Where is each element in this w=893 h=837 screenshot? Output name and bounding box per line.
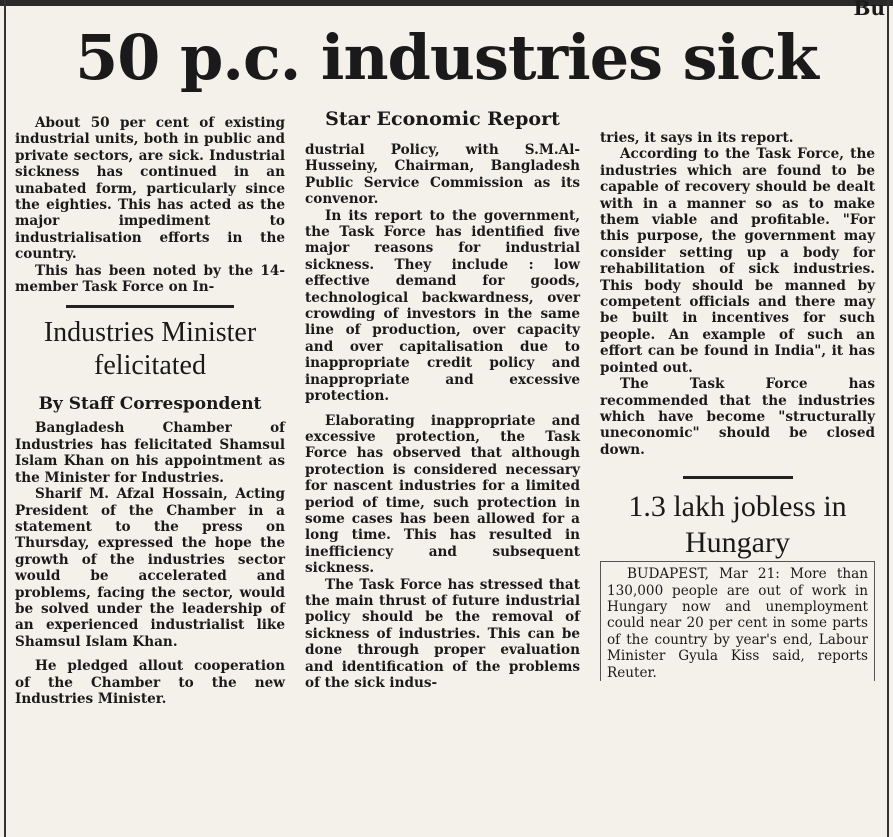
minister-story-paragraph: Sharif M. Afzal Hossain, Acting President of the Chamber in a statement to the press on Thursday, expressed the hope the growth of the industries sector would be accelerated and problems, facing the sector, would be solved under the leadership of an experienced industrialist like Shamsul Islam Khan.: [15, 486, 285, 650]
hungary-story-headline: 1.3 lakh jobless in Hungary: [628, 490, 847, 560]
main-story-paragraph: About 50 per cent of existing industrial units, both in public and private sectors, are sick. Industrial sickness has continued in an unabated form, particularly since the eighties. This has acted as the major impediment to industrialisation efforts in the country.: [15, 115, 285, 263]
column-1: [15, 115, 285, 707]
minister-story-paragraph: Bangladesh Chamber of Industries has felicitated Shamsul Islam Khan on his appointment as the Minister for Industries.: [15, 420, 285, 486]
hungary-story-box: [600, 561, 875, 681]
main-story-paragraph: According to the Task Force, the industries which are found to be capable of recovery should be dealt with in a manner so as to make them viable and profitable. "For this purpose, the government may consider setting up a body for rehabilitation of sick industries. This body should be manned by competent officials and there may be built in incentives for such people. An example of such an effort can be found in India", it has pointed out.: [600, 146, 875, 376]
column-3: [600, 130, 875, 681]
main-story-byline: Star Economic Report: [325, 108, 560, 130]
main-story-paragraph: The Task Force has recommended that the industries which have become "structurally uneconomic" should be closed down.: [600, 376, 875, 458]
left-column-rule: [4, 0, 6, 837]
section-divider: [683, 476, 793, 479]
main-story-paragraph: dustrial Policy, with S.M.Al-Husseiny, Chairman, Bangladesh Public Service Commission as its convenor.: [305, 142, 580, 208]
hungary-story-paragraph: BUDAPEST, Mar 21: More than 130,000 people are out of work in Hungary now and unemployment could near 20 per cent in some parts of the country by year's end, Labour Minister Gyula Kiss said, reports Reuter.: [607, 566, 868, 681]
right-column-rule: [887, 0, 889, 837]
column-2: [305, 108, 580, 691]
main-story-paragraph: The Task Force has stressed that the main thrust of future industrial policy should be the removal of sickness of industries. This can be done through proper evaluation and identification of the problems of the sick indus-: [305, 576, 580, 691]
main-story-paragraph: In its report to the government, the Task Force has identified five major reasons for industrial sickness. They include : low effective demand for goods, technological backwardness, over crowding of investors in the same line of production, over capacity and over capitalisation due to inappropriate credit policy and inappropriate and excessive protection.: [305, 207, 580, 405]
main-story-paragraph: Elaborating inappropriate and excessive protection, the Task Force has observed that although protection is considered necessary for nascent industries for a limited period of time, such protection in some cases has been allowed for a long time. This has resulted in inefficiency and subsequent sickness.: [305, 412, 580, 577]
cropped-title-fragment: Bu: [853, 0, 885, 20]
main-headline: 50 p.c. industries sick: [75, 21, 818, 94]
scan-top-edge: [0, 0, 893, 6]
main-story-paragraph: tries, it says in its report.: [600, 130, 794, 146]
section-divider: [66, 305, 233, 308]
minister-story-byline: By Staff Correspondent: [38, 394, 262, 415]
minister-story-headline: Industries Minister felicitated: [43, 317, 257, 382]
minister-story-paragraph: He pledged allout cooperation of the Chamber to the new Industries Minister.: [15, 658, 285, 707]
hungary-story: [600, 489, 875, 681]
main-story-paragraph: This has been noted by the 14-member Task Force on In-: [15, 262, 285, 296]
